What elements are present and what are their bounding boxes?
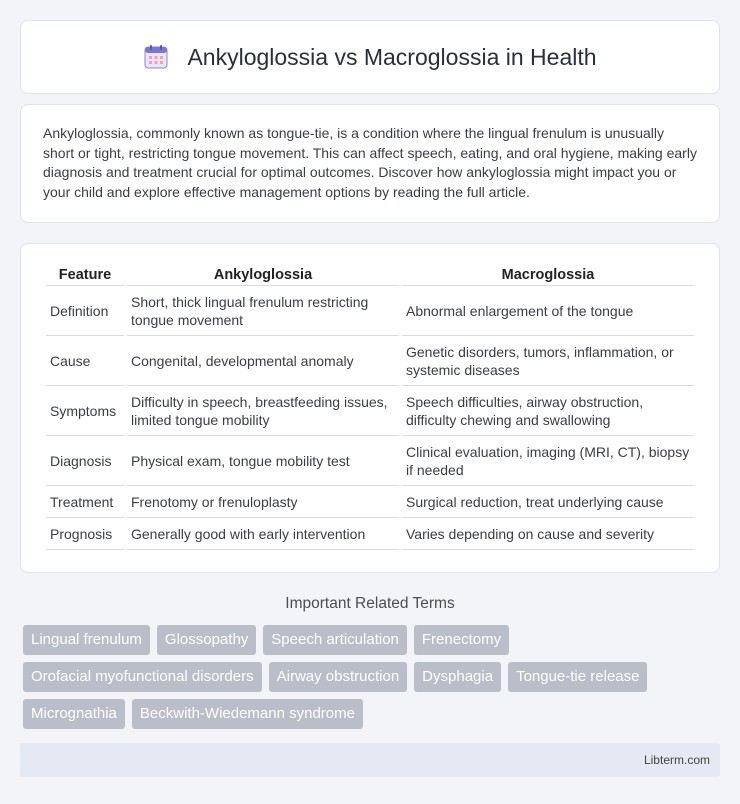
tag-beckwith-wiedemann-syndrome[interactable]: Beckwith-Wiedemann syndrome — [132, 699, 363, 729]
tag-dysphagia[interactable]: Dysphagia — [414, 662, 501, 692]
ankyloglossia-cell: Congenital, developmental anomaly — [127, 336, 399, 386]
ankyloglossia-cell: Generally good with early intervention — [127, 518, 399, 550]
macroglossia-cell: Speech difficulties, airway obstruction, difficulty chewing and swallowing — [402, 386, 694, 436]
header-macroglossia: Macroglossia — [402, 264, 694, 286]
feature-cell: Diagnosis — [46, 436, 124, 486]
macroglossia-cell: Clinical evaluation, imaging (MRI, CT), biopsy if needed — [402, 436, 694, 486]
header-feature: Feature — [46, 264, 124, 286]
comparison-table — [43, 264, 697, 550]
ankyloglossia-cell: Frenotomy or frenuloplasty — [127, 486, 399, 518]
table-row — [46, 436, 694, 486]
ankyloglossia-cell: Short, thick lingual frenulum restricting tongue movement — [127, 286, 399, 336]
comparison-table-card — [20, 243, 720, 573]
intro-text: Ankyloglossia, commonly known as tongue-tie, is a condition where the lingual frenulum is unusually short or tight, restricting tongue movement. This can affect speech, eating, and oral hygiene, making early diagnosis and treatment crucial for optimal outcomes. Discover how ankyloglossia might impact you or your child and explore effective management options by reading the full article. — [43, 125, 697, 200]
ankyloglossia-cell: Physical exam, tongue mobility test — [127, 436, 399, 486]
feature-cell: Prognosis — [46, 518, 124, 550]
page-title: Ankyloglossia vs Macroglossia in Health — [187, 43, 597, 70]
macroglossia-cell: Abnormal enlargement of the tongue — [402, 286, 694, 336]
tag-micrognathia[interactable]: Micrognathia — [23, 699, 125, 729]
header-ankyloglossia: Ankyloglossia — [127, 264, 399, 286]
tag-frenectomy[interactable]: Frenectomy — [414, 625, 509, 655]
tag-lingual-frenulum[interactable]: Lingual frenulum — [23, 625, 150, 655]
macroglossia-cell: Surgical reduction, treat underlying cause — [402, 486, 694, 518]
ankyloglossia-cell: Difficulty in speech, breastfeeding issues, limited tongue mobility — [127, 386, 399, 436]
footer-site-link[interactable]: Libterm.com — [643, 753, 710, 767]
related-terms-list — [20, 625, 720, 729]
tag-glossopathy[interactable]: Glossopathy — [157, 625, 256, 655]
feature-cell: Cause — [46, 336, 124, 386]
table-row — [46, 486, 694, 518]
table-row — [46, 518, 694, 550]
feature-cell: Symptoms — [46, 386, 124, 436]
tag-speech-articulation[interactable]: Speech articulation — [263, 625, 407, 655]
feature-cell: Definition — [46, 286, 124, 336]
table-row — [46, 286, 694, 336]
related-terms-heading: Important Related Terms — [285, 595, 455, 612]
tag-airway-obstruction[interactable]: Airway obstruction — [269, 662, 408, 692]
footer — [20, 743, 720, 777]
tag-tongue-tie-release[interactable]: Tongue-tie release — [508, 662, 647, 692]
related-terms-section — [20, 595, 720, 729]
feature-cell: Treatment — [46, 486, 124, 518]
table-header-row — [46, 264, 694, 286]
table-row — [46, 386, 694, 436]
tag-orofacial-myofunctional-disorders[interactable]: Orofacial myofunctional disorders — [23, 662, 262, 692]
macroglossia-cell: Varies depending on cause and severity — [402, 518, 694, 550]
intro-card — [20, 104, 720, 223]
calendar-icon — [143, 44, 169, 70]
macroglossia-cell: Genetic disorders, tumors, inflammation, or systemic diseases — [402, 336, 694, 386]
table-row — [46, 336, 694, 386]
title-card — [20, 20, 720, 94]
